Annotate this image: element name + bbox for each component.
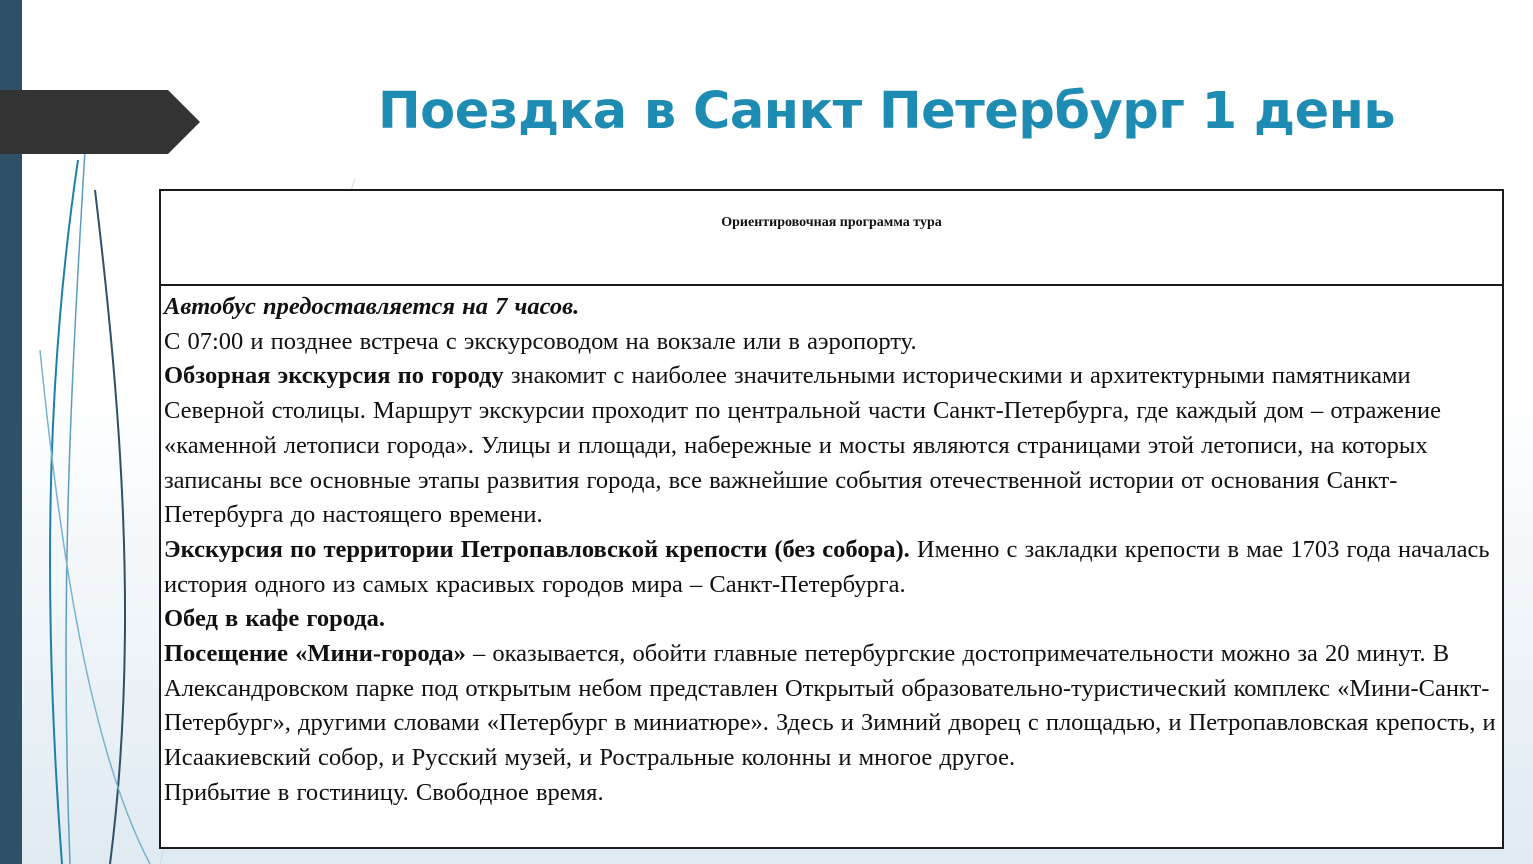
- tour-program-table: [159, 189, 1504, 849]
- fortress-paragraph: [164, 533, 1502, 602]
- table-header-text: Ориентировочная программа тура: [721, 215, 942, 230]
- mini-city-heading: Посещение «Мини-города»: [164, 640, 466, 668]
- table-body: [161, 286, 1502, 811]
- bus-text: Автобус предоставляется на 7 часов.: [164, 293, 580, 320]
- meeting-paragraph: [164, 325, 1502, 360]
- city-tour-paragraph: [164, 359, 1502, 533]
- fortress-heading: Экскурсия по территории Петропавловской крепости (без собора).: [164, 535, 910, 563]
- city-tour-text: знакомит с наиболее значительными историческими и архитектурными памятниками Северной столицы. Маршрут экскурсии проходит по центральной части Санкт-Петербурга, где каждый дом – отражение «каменной летописи города». Улицы и площади, набережные и мосты являются страницами этой летописи, на которых записаны все основные этапы развития города, все важнейшие события отечественной истории от основания Санкт-Петербурга до настоящего времени.: [164, 362, 1442, 529]
- slide-title: Поездка в Санкт Петербург 1 день: [378, 82, 1396, 141]
- arrival-paragraph: [164, 776, 1502, 811]
- lunch-paragraph: [164, 602, 1502, 637]
- fortress-text: Именно с закладки крепости в мае 1703 года началась история одного из самых красивых городов мира – Санкт-Петербурга.: [164, 535, 1490, 598]
- bus-paragraph: [164, 290, 1502, 325]
- table-header: [161, 191, 1502, 286]
- arrival-text: Прибытие в гостиницу. Свободное время.: [164, 778, 604, 806]
- mini-city-paragraph: [164, 637, 1502, 776]
- meeting-text: С 07:00 и позднее встреча с экскурсоводом на вокзале или в аэропорту.: [164, 327, 917, 355]
- lunch-text: Обед в кафе города.: [164, 605, 386, 633]
- title-arrow-shape: [0, 90, 200, 154]
- city-tour-heading: Обзорная экскурсия по городу: [164, 362, 504, 390]
- mini-city-text: – оказывается, обойти главные петербургские достопримечательности можно за 20 минут. В Александровском парке под открытым небом представлен Открытый образовательно-туристический комплекс «Мини-Санкт-Петербург», другими словами «Петербург в миниатюре». Здесь и Зимний дворец с площадью, и Петропавловская крепость, и Исаакиевский собор, и Русский музей, и Ростральные колонны и многое другое.: [164, 640, 1496, 772]
